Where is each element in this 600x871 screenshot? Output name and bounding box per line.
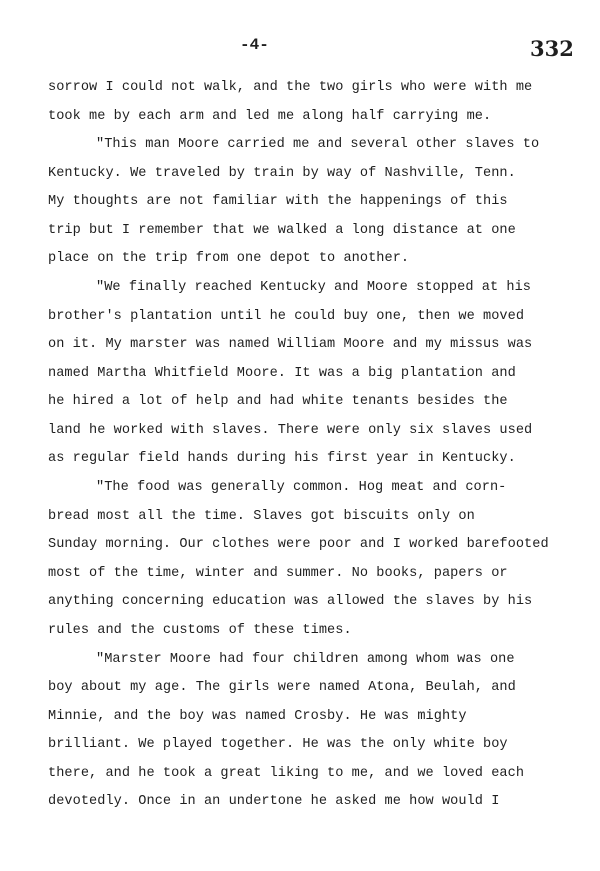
- text-line: as regular field hands during his first year in Kentucky.: [48, 451, 516, 466]
- text-line: sorrow I could not walk, and the two girls who were with me: [48, 80, 533, 95]
- text-line: there, and he took a great liking to me, and we loved each: [48, 766, 525, 781]
- text-line: brilliant. We played together. He was the only white boy: [48, 737, 508, 752]
- text-line: trip but I remember that we walked a long distance at one: [48, 223, 516, 238]
- text-line: place on the trip from one depot to another.: [48, 251, 410, 266]
- text-line: "We finally reached Kentucky and Moore stopped at his: [96, 280, 532, 295]
- text-line: anything concerning education was allowed the slaves by his: [48, 594, 533, 609]
- text-line: on it. My marster was named William Moore and my missus was: [48, 337, 533, 352]
- text-line: bread most all the time. Slaves got biscuits only on: [48, 509, 475, 524]
- text-line: "Marster Moore had four children among whom was one: [96, 652, 515, 667]
- text-line: land he worked with slaves. There were only six slaves used: [48, 423, 533, 438]
- text-line: Sunday morning. Our clothes were poor and I worked barefooted: [48, 537, 549, 552]
- text-line: most of the time, winter and summer. No books, papers or: [48, 566, 508, 581]
- text-line: took me by each arm and led me along half carrying me.: [48, 109, 492, 124]
- text-line: "This man Moore carried me and several other slaves to: [96, 137, 540, 152]
- text-line: devotedly. Once in an undertone he asked me how would I: [48, 794, 500, 809]
- text-line: he hired a lot of help and had white tenants besides the: [48, 394, 508, 409]
- text-line: Kentucky. We traveled by train by way of Nashville, Tenn.: [48, 166, 516, 181]
- page-number: -4-: [240, 36, 269, 54]
- text-line: brother's plantation until he could buy one, then we moved: [48, 309, 525, 324]
- text-line: Minnie, and the boy was named Crosby. He was mighty: [48, 709, 467, 724]
- text-line: "The food was generally common. Hog meat and corn-: [96, 480, 507, 495]
- text-line: rules and the customs of these times.: [48, 623, 352, 638]
- text-line: named Martha Whitfield Moore. It was a big plantation and: [48, 366, 516, 381]
- text-line: My thoughts are not familiar with the happenings of this: [48, 194, 508, 209]
- text-line: boy about my age. The girls were named Atona, Beulah, and: [48, 680, 516, 695]
- folio-number: 332: [530, 36, 574, 61]
